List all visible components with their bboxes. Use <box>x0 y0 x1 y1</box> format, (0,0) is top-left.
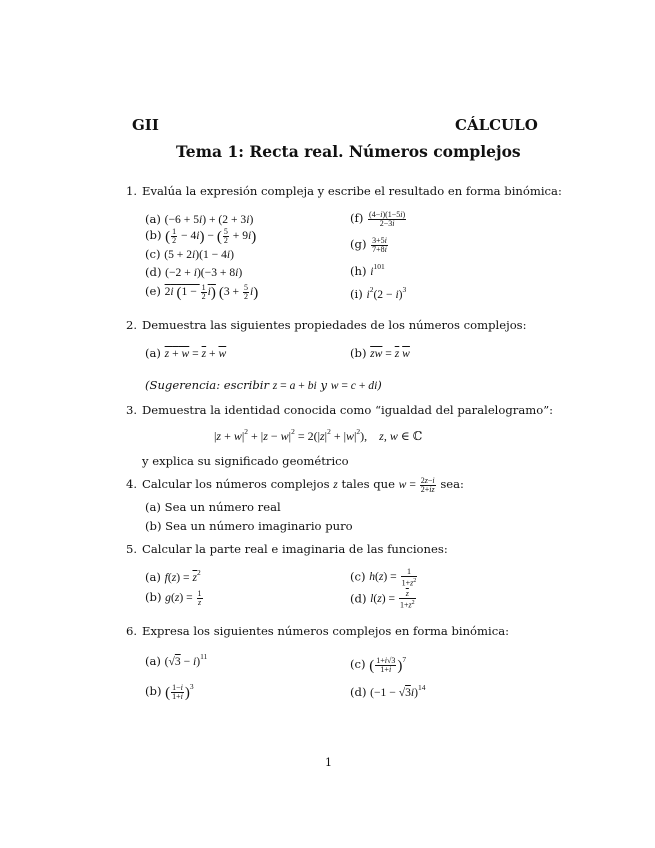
question-5-number: 5. <box>126 542 138 556</box>
q5-expr-c: h(z) = $\frac{1}{1+z^2}$ <box>369 567 417 588</box>
header-left: GII <box>132 116 159 134</box>
q1-item-b <box>145 228 256 246</box>
q6-expr-b: ( $\frac{1-i}{1+i}$ )$^3$ <box>165 682 194 701</box>
q5-item-d <box>350 590 417 610</box>
q5-label-b: (b) <box>145 590 162 605</box>
q2-expr-b: $\overline{zw} = \overline{z}$ $\overline{w}$ <box>370 347 410 360</box>
q4-text-mid: tales que <box>341 477 395 492</box>
q5-label-c: (c) <box>350 569 366 584</box>
q1-expr-f: $\frac{(4-i)(1-5i)}{2-3i}$ <box>369 210 406 228</box>
q1-expr-h: $i^{101}$ <box>370 262 385 278</box>
q1-expr-b: ( $\frac{1}{2}$ − 4i) − ( $\frac{5}{2}$ + 9i) <box>165 227 257 246</box>
q4-text-a: Sea un número real <box>164 500 281 514</box>
q2-suggestion-and: y <box>320 378 327 392</box>
q5-expr-d: l(z) = $\frac{\overline{z}}{1+z^2}$ <box>370 589 415 610</box>
q1-item-g <box>350 237 389 254</box>
page-title: Tema 1: Recta real. Números complejos <box>176 142 521 161</box>
q1-item-i <box>350 285 406 301</box>
q1-label-a: (a) <box>145 212 161 226</box>
page-number: 1 <box>325 756 332 769</box>
q6-label-d: (d) <box>350 685 367 699</box>
q4-label-a: (a) <box>145 500 161 514</box>
q1-label-b: (b) <box>145 228 162 243</box>
question-4-text <box>142 477 464 494</box>
q5-label-a: (a) <box>145 570 161 584</box>
q6-item-b <box>145 682 194 702</box>
question-2-number: 2. <box>126 318 138 332</box>
q1-label-i: (i) <box>350 287 363 301</box>
q4-text-before: Calcular los números complejos <box>142 477 330 492</box>
q5-item-c <box>350 568 418 588</box>
q1-expr-e: 2i (1 − $\frac{1}{2}$ i) (3 + $\frac{5}{2}$ i) <box>164 283 259 302</box>
q6-expr-c: ( $\frac{1+i√3}{1+i}$ )$^7$ <box>369 655 407 674</box>
question-1-text: Evalúa la expresión compleja y escribe el resultado en forma binómica: <box>142 184 562 198</box>
question-4-number: 4. <box>126 477 138 491</box>
q2-suggestion-z: z = a + bi <box>272 379 317 392</box>
q2-label-b: (b) <box>350 346 367 360</box>
q6-label-a: (a) <box>145 654 161 668</box>
question-1-number: 1. <box>126 184 138 198</box>
q1-item-a <box>145 212 253 226</box>
q2-label-a: (a) <box>145 346 161 360</box>
q1-item-h <box>350 262 385 278</box>
q4-item-b <box>145 519 353 533</box>
question-3-text: Demuestra la identidad conocida como “igualdad del paralelogramo”: <box>142 403 554 417</box>
question-6-number: 6. <box>126 624 138 638</box>
q4-variable-z: z <box>333 478 338 492</box>
q4-label-b: (b) <box>145 519 162 533</box>
q1-expr-i: $i^2(2 - i)^3$ <box>366 285 407 301</box>
q2-suggestion-prefix: (Sugerencia: escribir <box>145 378 270 392</box>
parallelogram-identity: $|z + w|^2 + |z - w|^2 = 2(|z|^2 + |w|^2)$, z, w ∈ ℂ <box>214 427 423 443</box>
q4-item-a <box>145 500 281 514</box>
q1-item-e <box>145 284 258 302</box>
q6-item-c <box>350 655 406 675</box>
q2-item-b <box>350 346 410 360</box>
q1-label-c: (c) <box>145 247 161 261</box>
q5-item-b <box>145 590 204 607</box>
q6-label-c: (c) <box>350 657 366 671</box>
header-right: CÁLCULO <box>455 116 538 134</box>
q1-expr-d: (−2 + i)(−3 + 8i) <box>165 266 243 279</box>
q2-suggestion-w: w = c + di <box>330 379 378 392</box>
q1-item-d <box>145 265 242 279</box>
q1-expr-a: (−6 + 5i) + (2 + 3i) <box>164 213 254 226</box>
q2-suggestion: (Sugerencia: escribir z = a + bi y w = c + di) <box>145 378 382 392</box>
q1-label-h: (h) <box>350 264 367 278</box>
q5-expr-a: $f(z) = \overline{z}^2$ <box>164 568 201 584</box>
q1-item-c <box>145 247 234 261</box>
q6-expr-d: $(-1 - √3i)^{14}$ <box>370 683 426 699</box>
q1-expr-c: (5 + 2i)(1 − 4i) <box>164 248 235 261</box>
q4-expression-w: w = $\frac{2z-i}{2+iz}$ <box>398 476 435 494</box>
question-3-after: y explica su significado geométrico <box>142 454 349 468</box>
question-2-text: Demuestra las siguientes propiedades de los números complejos: <box>142 318 527 332</box>
q2-expr-a: $z + w = \overline{z} + \overline{w}$ <box>164 347 227 360</box>
q1-label-d: (d) <box>145 265 162 279</box>
q6-item-d <box>350 683 425 699</box>
question-3-number: 3. <box>126 403 138 417</box>
q6-label-b: (b) <box>145 684 162 698</box>
q5-expr-b: g(z) = $\frac{1}{z}$ <box>165 589 202 607</box>
question-6-text: Expresa los siguientes números complejos en forma binómica: <box>142 624 510 638</box>
q1-label-g: (g) <box>350 237 367 252</box>
q5-label-d: (d) <box>350 591 367 606</box>
question-5-text: Calcular la parte real e imaginaria de las funciones: <box>142 542 448 556</box>
q5-item-a <box>145 568 201 584</box>
q1-expr-g: $\frac{3+5i}{7+8i}$ <box>372 236 387 254</box>
q4-text-after: sea: <box>440 477 464 492</box>
q2-item-a <box>145 346 226 360</box>
q4-text-b: Sea un número imaginario puro <box>165 519 353 533</box>
q6-expr-a: $(√3 - i)^{11}$ <box>164 652 208 668</box>
q6-item-a <box>145 652 207 668</box>
q1-label-f: (f) <box>350 211 364 226</box>
q1-item-f <box>350 211 407 228</box>
q1-label-e: (e) <box>145 284 161 299</box>
